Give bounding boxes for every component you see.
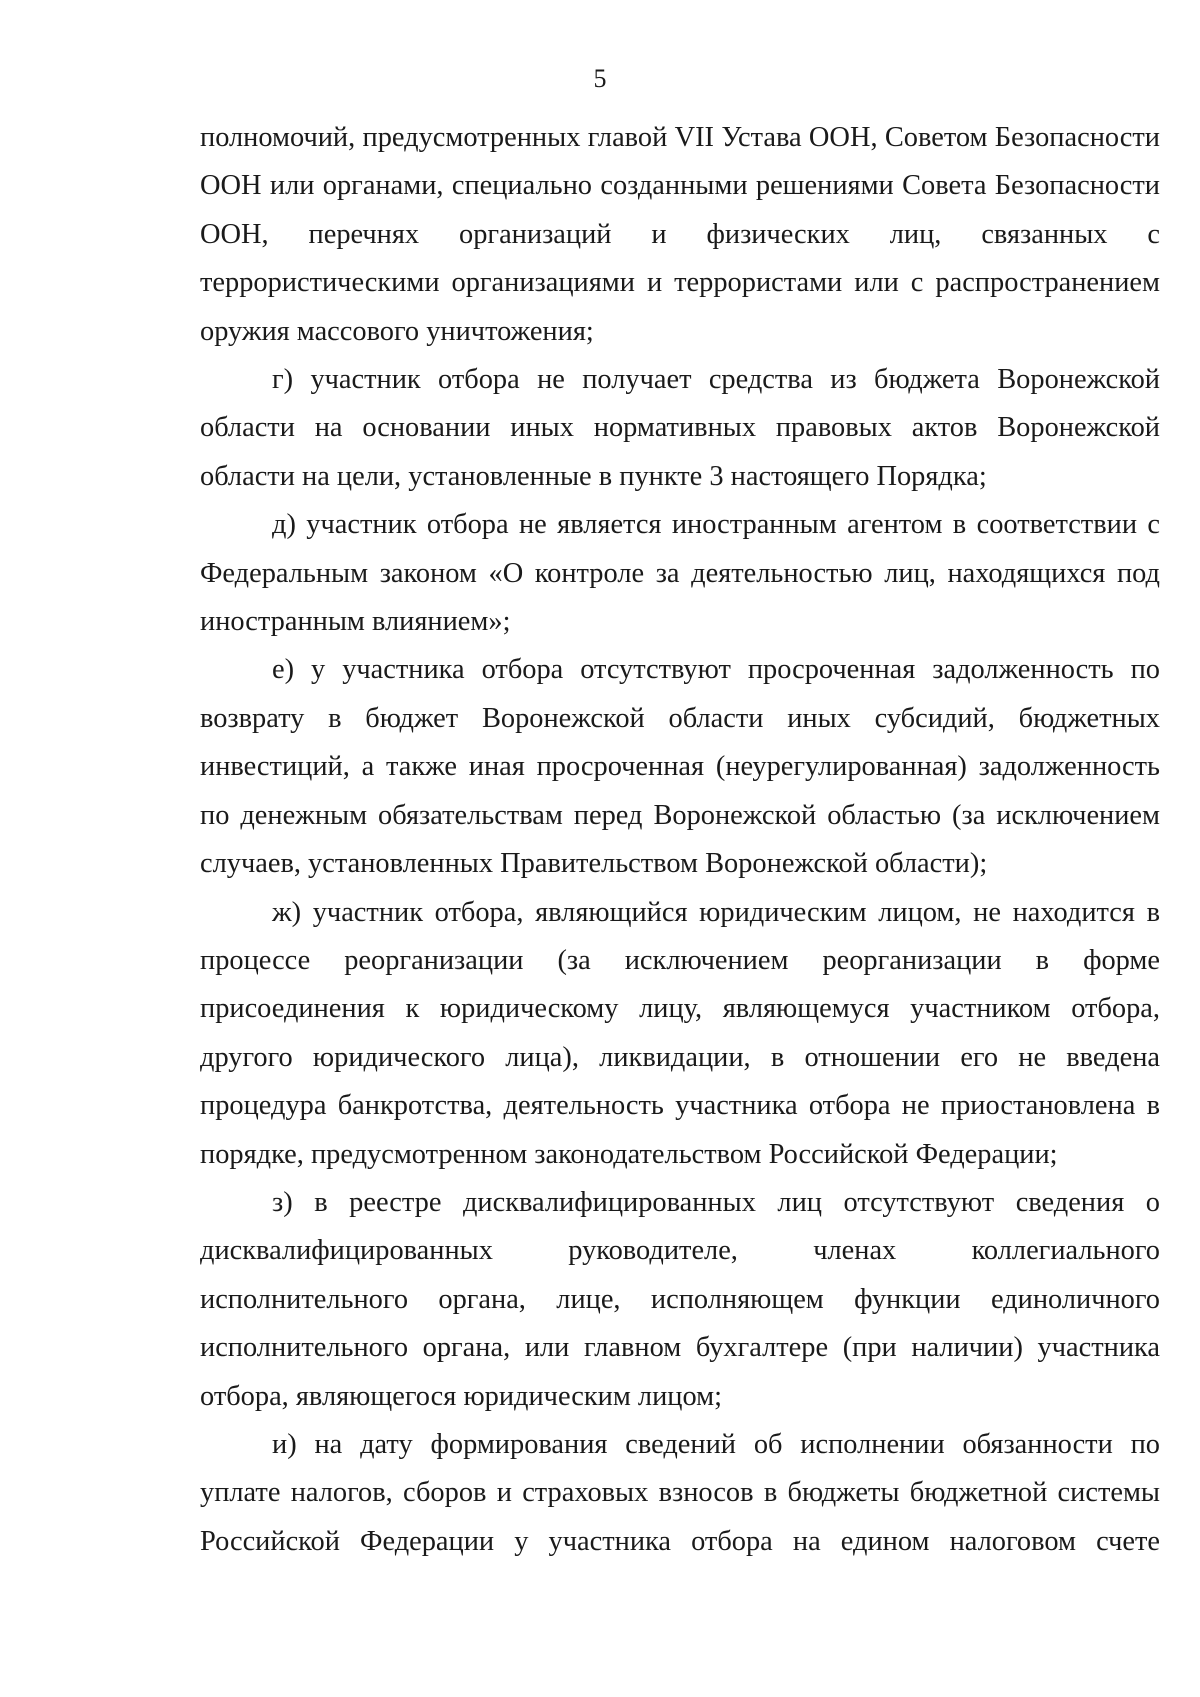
paragraph-item-e: е) у участника отбора отсутствуют просроченная задолженность по возврату в бюджет Воронежской области иных субсидий, бюджетных инвестиций, а также иная просроченная (неурегулированная) задолженность по денежным обязательствам перед Воронежской областью (за исключением случаев, установленных Правительством Воронежской области);	[200, 654, 1160, 880]
paragraph-continuation: полномочий, предусмотренных главой VII Устава ООН, Советом Безопасности ООН или органами, специально созданными решениями Совета Безопасности ООН, перечнях организаций и физических лиц, связанных с террористическими организациями и террористами или с распространением оружия массового уничтожения;	[200, 122, 1160, 347]
paragraph-item-zh: ж) участник отбора, являющийся юридическим лицом, не находится в процессе реорганизации (за исключением реорганизации в форме присоединения к юридическому лицу, являющемуся участником отбора, другого юридического лица), ликвидации, в отношении его не введена процедура банкротства, деятельность участника отбора не приостановлена в порядке, предусмотренном законодательством Российской Федерации;	[200, 896, 1160, 1170]
paragraph-item-d: д) участник отбора не является иностранным агентом в соответствии с Федеральным законом «О контроле за деятельностью лиц, находящихся под иностранным влиянием»;	[200, 509, 1160, 638]
document-body	[200, 114, 1160, 1566]
paragraph-item-i: и) на дату формирования сведений об исполнении обязанности по уплате налогов, сборов и страховых взносов в бюджеты бюджетной системы Российской Федерации у участника отбора на едином налоговом счете	[200, 1428, 1160, 1557]
page-number: 5	[593, 64, 607, 93]
paragraph-item-g: г) участник отбора не получает средства из бюджета Воронежской области на основании иных нормативных правовых актов Воронежской области на цели, установленные в пункте 3 настоящего Порядка;	[200, 364, 1160, 492]
paragraph-item-z: з) в реестре дисквалифицированных лиц отсутствуют сведения о дисквалифицированных руководителе, членах коллегиального исполнительного органа, лице, исполняющем функции единоличного исполнительного органа, или главном бухгалтере (при наличии) участника отбора, являющегося юридическим лицом;	[200, 1186, 1160, 1412]
